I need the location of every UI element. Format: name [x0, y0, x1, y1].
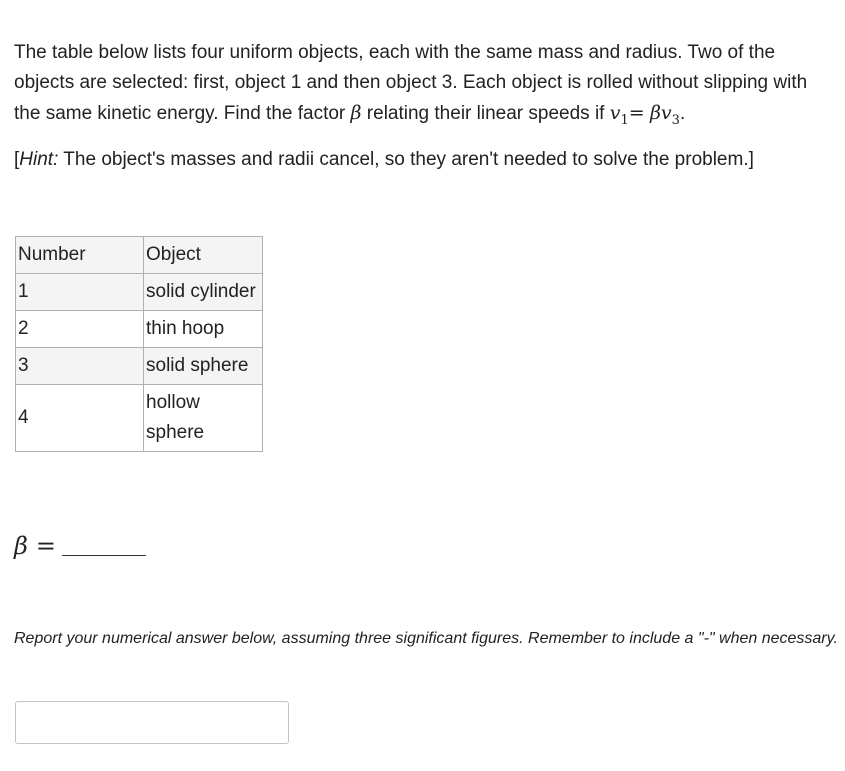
table-row	[16, 385, 263, 452]
equals-sign: =	[628, 102, 645, 124]
table-row	[16, 311, 263, 348]
beta-symbol: β	[14, 532, 28, 560]
cell-number: 1	[16, 274, 144, 311]
cell-object: solid sphere	[144, 348, 263, 385]
answer-input[interactable]	[15, 701, 289, 744]
table-row	[16, 274, 263, 311]
v1-symbol: $v_1$	[609, 102, 629, 128]
equals-sign: =	[35, 532, 56, 560]
cell-number: 3	[16, 348, 144, 385]
beta-answer-line	[14, 532, 146, 560]
question-paragraph	[14, 38, 824, 136]
hint-text: [Hint: The object's masses and radii cancel, so they aren't needed to solve the problem.]	[14, 149, 754, 170]
beta-v3-symbol: $\beta v_3$	[649, 102, 680, 128]
cell-object: thin hoop	[144, 311, 263, 348]
cell-number: 2	[16, 311, 144, 348]
cell-object: hollow sphere	[144, 385, 263, 452]
answer-blank	[62, 535, 146, 556]
cell-object: solid cylinder	[144, 274, 263, 311]
instructions-text: Report your numerical answer below, assuming three significant figures. Remember to include a "-" when necessary.	[14, 630, 838, 647]
hint-label: Hint:	[19, 149, 59, 170]
cell-number: 4	[16, 385, 144, 452]
question-text-end: .	[679, 103, 686, 124]
header-number: Number	[16, 237, 144, 274]
objects-table	[15, 236, 263, 452]
table-header-row	[16, 237, 263, 274]
hint-body: The object's masses and radii cancel, so they aren't needed to solve the problem.]	[58, 149, 754, 170]
question-text-part: The table below lists four uniform objects, each with the same mass and radius. Two of the objects are selected: first, object 1 and then object 3. Each object is rolled without slipping with the same kinetic energy. Find the factor	[14, 42, 808, 124]
question-text	[14, 38, 824, 136]
table-row	[16, 348, 263, 385]
header-object: Object	[144, 237, 263, 274]
question-text-part: relating their linear speeds if	[361, 103, 610, 124]
beta-symbol: β	[350, 102, 362, 124]
